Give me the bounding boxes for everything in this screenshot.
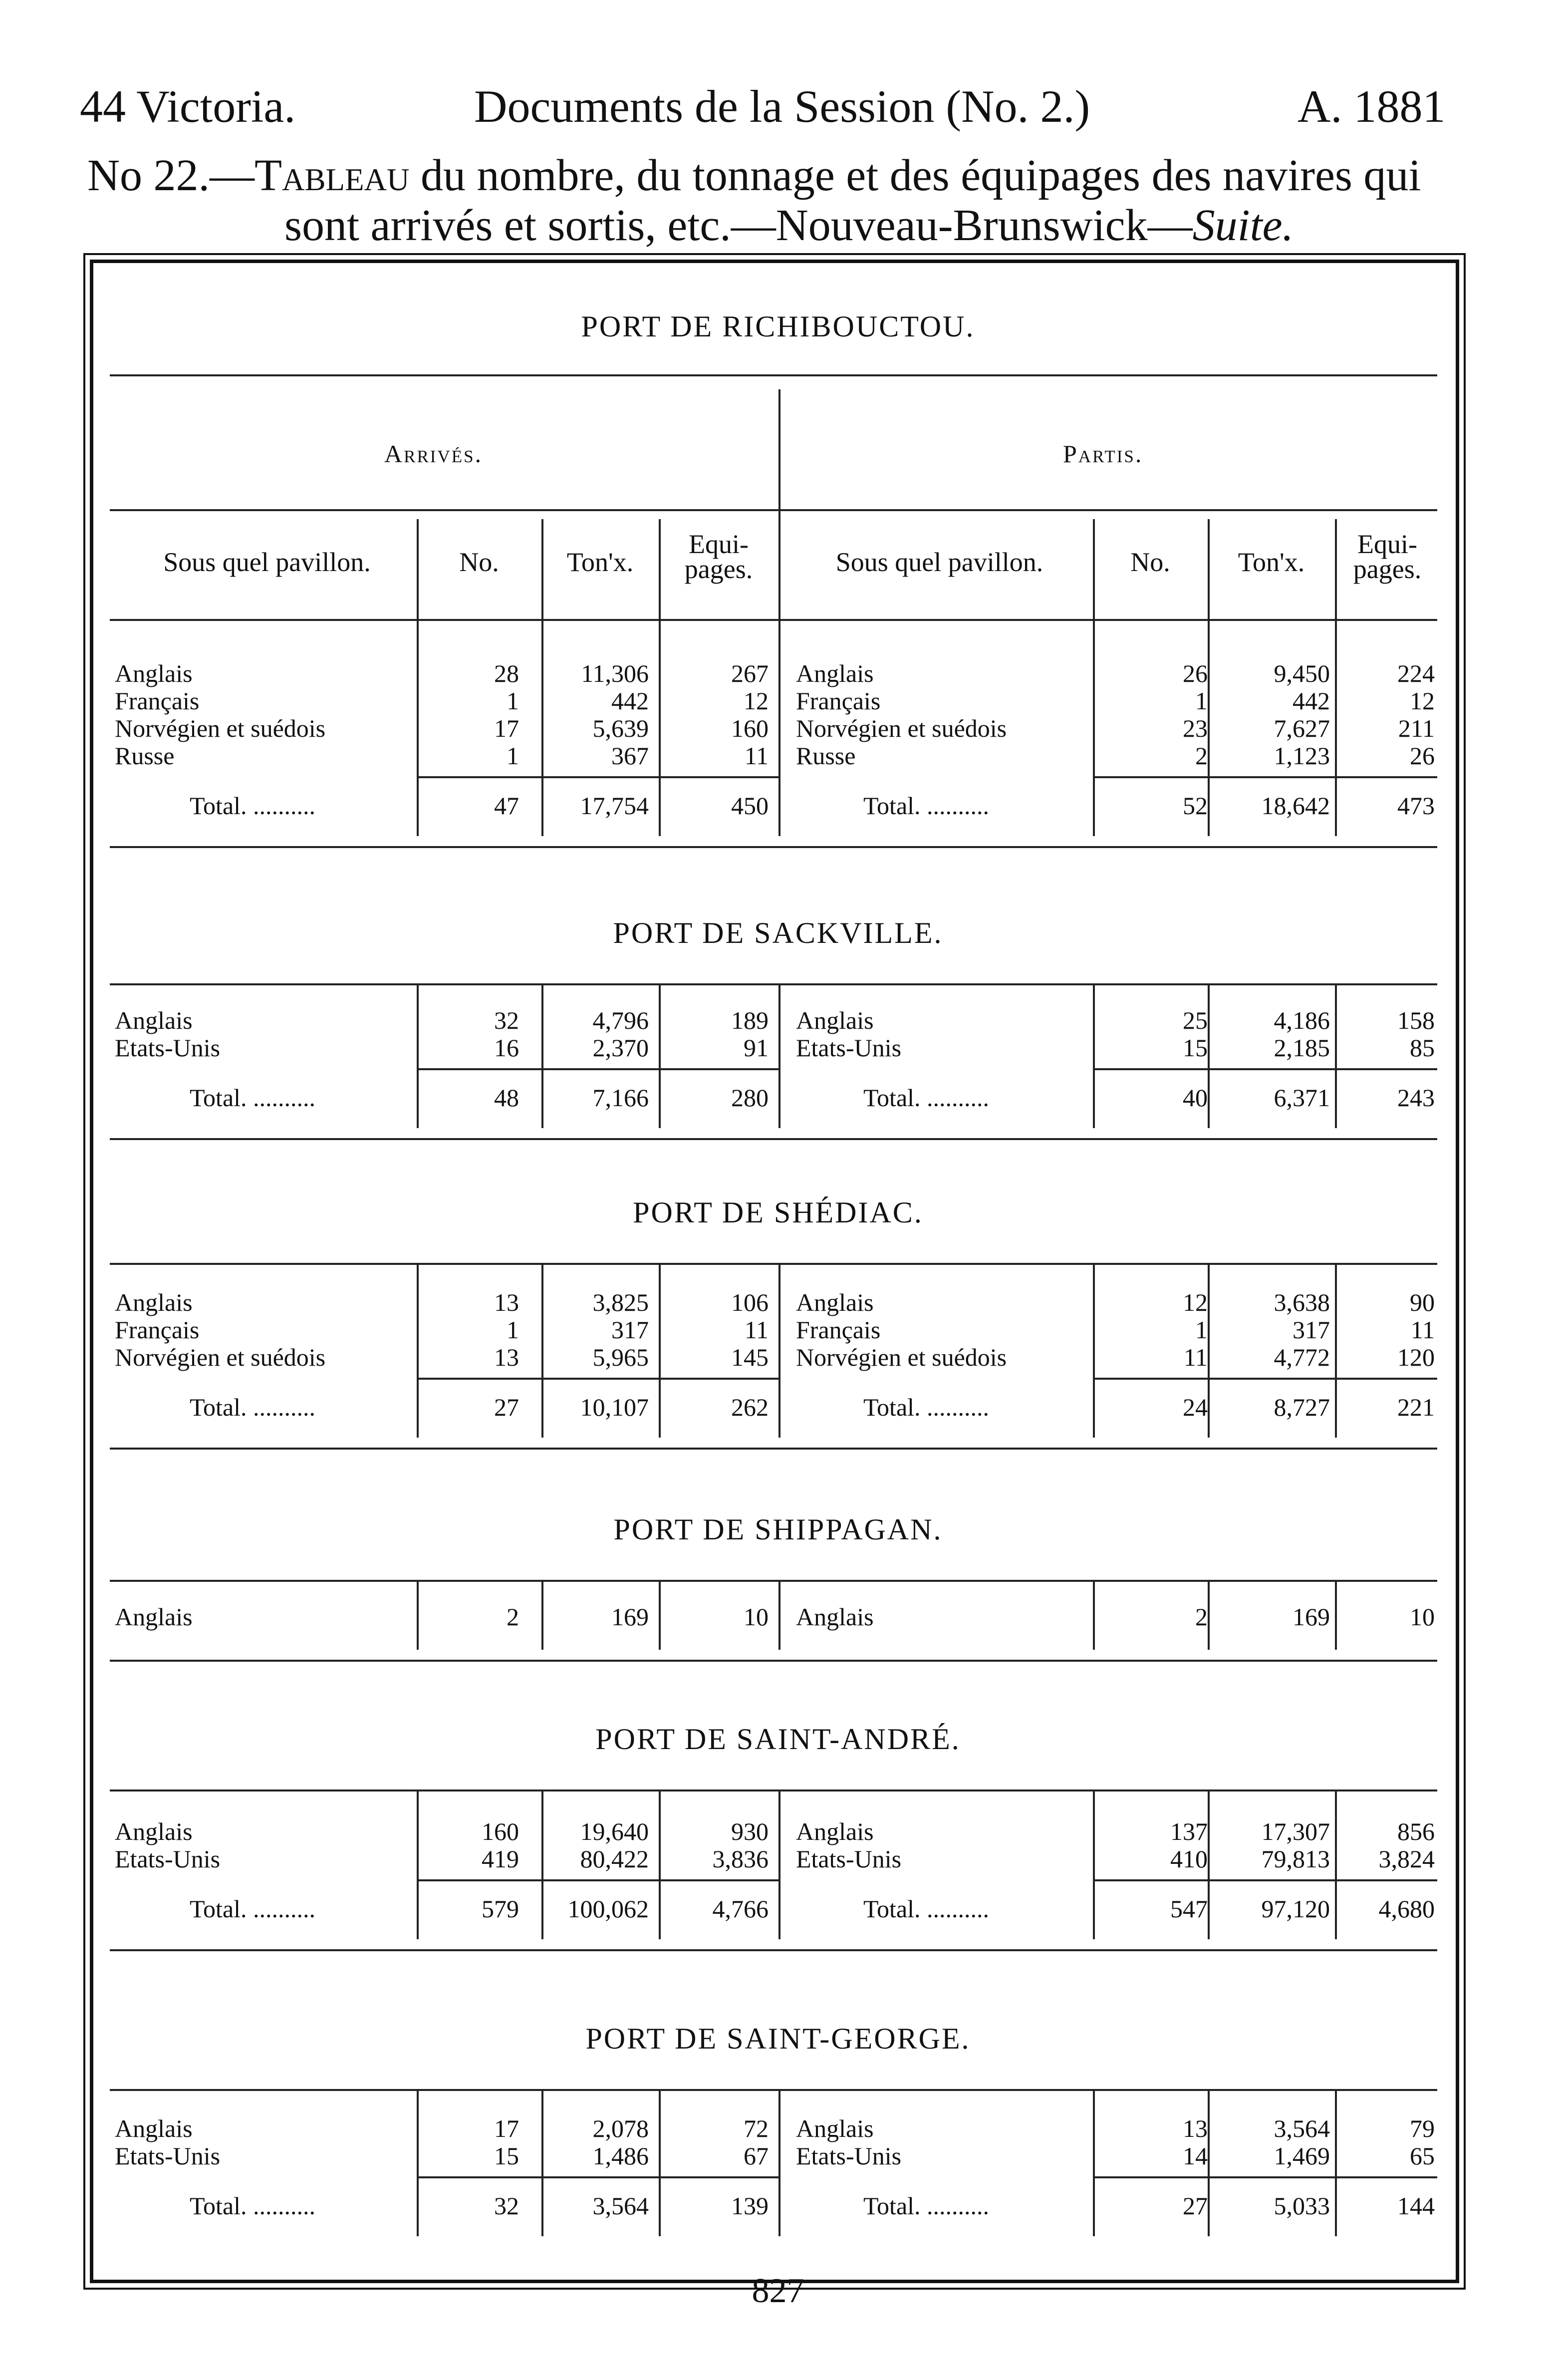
page-number: 827	[752, 2272, 804, 2310]
column-rule	[778, 1789, 780, 1939]
column-rule	[541, 1263, 543, 1438]
port-title: PORT DE SAINT-GEORGE.	[585, 2022, 971, 2055]
departures-flag: Français	[796, 1316, 881, 1344]
arrivals-count: 15	[494, 2142, 519, 2170]
departures-count: 25	[1183, 1006, 1208, 1034]
departures-tonnage: 3,564	[1274, 2114, 1330, 2142]
arrivals-total-count: 47	[494, 792, 519, 820]
column-rule	[417, 1789, 419, 1939]
column-rule	[1208, 983, 1210, 1128]
departures-crew: 211	[1398, 714, 1435, 742]
departures-total-label: Total. ..........	[863, 1393, 990, 1421]
departures-flag: Anglais	[796, 1288, 874, 1316]
arrivals-total-count: 579	[482, 1895, 519, 1923]
column-rule	[1335, 1789, 1337, 1939]
subtotal-rule	[417, 2176, 778, 2178]
arrivals-total-tonnage: 7,166	[592, 1084, 649, 1112]
arrivals-tonnage: 317	[611, 1316, 649, 1344]
subtotal-rule	[417, 1068, 778, 1070]
arrivals-total-tonnage: 17,754	[580, 792, 649, 820]
arrivals-flag: Etats-Unis	[115, 1034, 221, 1062]
departures-count: 2	[1195, 742, 1208, 770]
arrivals-total-count: 48	[494, 1084, 519, 1112]
arrivals-count: 13	[494, 1288, 519, 1316]
column-rule	[417, 1580, 419, 1650]
table-title-line2: sont arrivés et sortis, etc.—Nouveau-Brunswick—Suite.	[284, 201, 1294, 250]
port-title: PORT DE SHÉDIAC.	[633, 1196, 923, 1229]
arrivals-flag: Anglais	[115, 1817, 193, 1845]
departures-total-crew: 221	[1397, 1393, 1435, 1421]
arrivals-total-label: Total. ..........	[190, 1895, 316, 1923]
departures-flag: Français	[796, 687, 881, 715]
arrivals-total-count: 27	[494, 1393, 519, 1421]
arrivals-flag: Anglais	[115, 659, 193, 687]
subtotal-rule	[1093, 1378, 1437, 1380]
departures-count: 137	[1170, 1817, 1208, 1845]
column-rule	[659, 619, 661, 836]
departures-tonnage: 317	[1293, 1316, 1330, 1344]
departures-total-crew: 4,680	[1378, 1895, 1435, 1923]
departures-crew: 120	[1397, 1343, 1435, 1371]
arrivals-count: 1	[507, 742, 519, 770]
departures-crew: 12	[1410, 687, 1435, 715]
subtotal-rule	[417, 1879, 778, 1881]
column-rule	[659, 519, 661, 619]
subtotal-rule	[1093, 776, 1437, 778]
departures-crew: 10	[1410, 1603, 1435, 1631]
arrivals-crew: 3,836	[712, 1845, 769, 1873]
arrivals-crew: 11	[744, 1316, 769, 1344]
column-rule	[1093, 619, 1095, 836]
arrivals-heading: Arrivés.	[384, 440, 483, 468]
column-rule	[541, 983, 543, 1128]
arrivals-tonnage: 11,306	[581, 659, 649, 687]
departures-tonnage: 442	[1293, 687, 1330, 715]
arrivals-flag: Norvégien et suédois	[115, 714, 326, 742]
arrivals-crew: 72	[744, 2114, 769, 2142]
departures-tonnage: 4,772	[1274, 1343, 1330, 1371]
departures-total-crew: 144	[1397, 2192, 1435, 2220]
arrivals-flag: Etats-Unis	[115, 2142, 221, 2170]
column-rule	[1208, 619, 1210, 836]
departures-total-count: 40	[1183, 1084, 1208, 1112]
column-rule	[778, 2089, 780, 2236]
departures-total-crew: 243	[1397, 1084, 1435, 1112]
arrivals-crew: 10	[744, 1603, 769, 1631]
departures-count: 1	[1195, 1316, 1208, 1344]
table-title-line1: No 22.—Tableau du nombre, du tonnage et des équipages des navires qui	[87, 151, 1421, 200]
arrivals-total-label: Total. ..........	[190, 1393, 316, 1421]
column-rule	[1093, 1580, 1095, 1650]
column-rule	[778, 983, 780, 1128]
arrivals-total-tonnage: 10,107	[580, 1393, 649, 1421]
col-crew-departures: Equi- pages.	[1353, 529, 1422, 584]
column-rule	[1093, 1789, 1095, 1939]
header-volume: 44 Victoria.	[80, 81, 296, 132]
arrivals-tonnage: 80,422	[580, 1845, 649, 1873]
departures-crew: 3,824	[1378, 1845, 1435, 1873]
arrivals-crew: 106	[731, 1288, 769, 1316]
departures-tonnage: 1,123	[1274, 742, 1330, 770]
column-rule	[778, 619, 780, 836]
arrivals-flag: Français	[115, 1316, 200, 1344]
departures-heading: Partis.	[1063, 440, 1143, 468]
section-rule	[110, 1448, 1437, 1450]
rule-line	[110, 1789, 1437, 1791]
rule-line	[778, 509, 1437, 511]
departures-count: 23	[1183, 714, 1208, 742]
arrivals-tonnage: 442	[611, 687, 649, 715]
column-rule	[1335, 1580, 1337, 1650]
subtotal-rule	[1093, 1879, 1437, 1881]
col-tonnage-arrivals: Ton'x.	[566, 547, 634, 577]
column-rule	[1208, 1263, 1210, 1438]
departures-count: 1	[1195, 687, 1208, 715]
column-rule	[1335, 1263, 1337, 1438]
departures-tonnage: 7,627	[1274, 714, 1330, 742]
departures-total-label: Total. ..........	[863, 792, 990, 820]
departures-flag: Anglais	[796, 2114, 874, 2142]
departures-total-tonnage: 6,371	[1274, 1084, 1330, 1112]
departures-total-count: 52	[1183, 792, 1208, 820]
section-rule	[110, 1660, 1437, 1662]
arrivals-tonnage: 19,640	[580, 1817, 649, 1845]
departures-total-crew: 473	[1397, 792, 1435, 820]
arrivals-tonnage: 5,965	[592, 1343, 649, 1371]
departures-crew: 85	[1410, 1034, 1435, 1062]
rule-line	[110, 509, 778, 511]
arrivals-tonnage: 2,078	[592, 2114, 649, 2142]
departures-total-tonnage: 8,727	[1274, 1393, 1330, 1421]
arrivals-count: 2	[507, 1603, 519, 1631]
arrivals-flag: Anglais	[115, 1006, 193, 1034]
col-no-departures: No.	[1130, 547, 1170, 577]
arrivals-total-tonnage: 100,062	[567, 1895, 649, 1923]
departures-count: 410	[1170, 1845, 1208, 1873]
section-rule	[110, 1138, 1437, 1140]
column-rule	[1335, 2089, 1337, 2236]
column-rule	[1335, 983, 1337, 1128]
departures-total-label: Total. ..........	[863, 2192, 990, 2220]
arrivals-tonnage: 367	[611, 742, 649, 770]
column-rule	[1093, 519, 1095, 619]
departures-count: 14	[1183, 2142, 1208, 2170]
arrivals-flag: Etats-Unis	[115, 1845, 221, 1873]
column-rule	[541, 1789, 543, 1939]
departures-tonnage: 169	[1293, 1603, 1330, 1631]
departures-crew: 26	[1410, 742, 1435, 770]
arrivals-flag: Français	[115, 687, 200, 715]
arrivals-total-crew: 139	[731, 2192, 769, 2220]
rule-line	[110, 619, 1437, 621]
departures-total-tonnage: 18,642	[1261, 792, 1330, 820]
header-session: Documents de la Session (No. 2.)	[474, 81, 1090, 132]
arrivals-flag: Norvégien et suédois	[115, 1343, 326, 1371]
column-rule	[1208, 519, 1210, 619]
column-rule	[1093, 1263, 1095, 1438]
arrivals-crew: 67	[744, 2142, 769, 2170]
column-rule	[541, 2089, 543, 2236]
subtotal-rule	[1093, 2176, 1437, 2178]
departures-count: 15	[1183, 1034, 1208, 1062]
departures-flag: Norvégien et suédois	[796, 714, 1007, 742]
arrivals-tonnage: 4,796	[592, 1006, 649, 1034]
col-no-arrivals: No.	[459, 547, 499, 577]
departures-crew: 158	[1397, 1006, 1435, 1034]
col-tonnage-departures: Ton'x.	[1238, 547, 1305, 577]
subtotal-rule	[417, 1378, 778, 1380]
arrivals-count: 17	[494, 714, 519, 742]
subtotal-rule	[417, 776, 778, 778]
departures-crew: 79	[1410, 2114, 1435, 2142]
column-rule	[541, 519, 543, 619]
section-rule	[110, 846, 1437, 848]
arrivals-crew: 267	[731, 659, 769, 687]
departures-count: 12	[1183, 1288, 1208, 1316]
arrivals-flag: Anglais	[115, 1288, 193, 1316]
arrivals-total-crew: 4,766	[712, 1895, 769, 1923]
departures-total-count: 547	[1170, 1895, 1208, 1923]
column-rule	[541, 619, 543, 836]
arrivals-count: 1	[507, 1316, 519, 1344]
arrivals-count: 419	[482, 1845, 519, 1873]
departures-tonnage: 2,185	[1274, 1034, 1330, 1062]
departures-crew: 224	[1397, 659, 1435, 687]
departures-flag: Russe	[796, 742, 856, 770]
arrivals-tonnage: 1,486	[592, 2142, 649, 2170]
column-rule	[1208, 1789, 1210, 1939]
arrivals-total-label: Total. ..........	[190, 792, 316, 820]
subtotal-rule	[1093, 1068, 1437, 1070]
departures-total-tonnage: 97,120	[1261, 1895, 1330, 1923]
column-rule	[417, 619, 419, 836]
departures-tonnage: 1,469	[1274, 2142, 1330, 2170]
column-rule	[1208, 2089, 1210, 2236]
arrivals-tonnage: 3,825	[592, 1288, 649, 1316]
column-rule	[1093, 983, 1095, 1128]
column-rule	[778, 1580, 780, 1650]
port-title: PORT DE SHIPPAGAN.	[613, 1513, 943, 1546]
column-rule	[541, 1580, 543, 1650]
arrivals-flag: Russe	[115, 742, 175, 770]
departures-crew: 65	[1410, 2142, 1435, 2170]
header-year: A. 1881	[1297, 81, 1446, 132]
rule-line	[110, 983, 1437, 985]
departures-total-label: Total. ..........	[863, 1895, 990, 1923]
departures-count: 26	[1183, 659, 1208, 687]
arrivals-count: 13	[494, 1343, 519, 1371]
departures-tonnage: 3,638	[1274, 1288, 1330, 1316]
section-rule	[110, 1949, 1437, 1951]
arrivals-count: 28	[494, 659, 519, 687]
arrivals-total-tonnage: 3,564	[592, 2192, 649, 2220]
column-rule	[1093, 2089, 1095, 2236]
arrivals-crew: 160	[731, 714, 769, 742]
column-rule	[659, 983, 661, 1128]
arrivals-tonnage: 169	[611, 1603, 649, 1631]
departures-flag: Etats-Unis	[796, 1845, 902, 1873]
arrivals-crew: 12	[744, 687, 769, 715]
arrivals-count: 160	[482, 1817, 519, 1845]
arrivals-total-count: 32	[494, 2192, 519, 2220]
departures-tonnage: 9,450	[1274, 659, 1330, 687]
port-title: PORT DE RICHIBOUCTOU.	[581, 310, 975, 343]
rule-line	[110, 1263, 1437, 1265]
column-rule	[659, 1789, 661, 1939]
arrivals-total-crew: 262	[731, 1393, 769, 1421]
departures-total-count: 24	[1183, 1393, 1208, 1421]
departures-crew: 856	[1397, 1817, 1435, 1845]
departures-tonnage: 17,307	[1261, 1817, 1330, 1845]
arrivals-total-crew: 450	[731, 792, 769, 820]
column-rule	[778, 1263, 780, 1438]
arrivals-flag: Anglais	[115, 1603, 193, 1631]
arrivals-tonnage: 2,370	[592, 1034, 649, 1062]
arrivals-crew: 91	[744, 1034, 769, 1062]
column-rule	[1335, 619, 1337, 836]
departures-count: 13	[1183, 2114, 1208, 2142]
departures-flag: Etats-Unis	[796, 1034, 902, 1062]
column-rule	[778, 389, 780, 619]
rule-line	[110, 2089, 1437, 2091]
column-rule	[1208, 1580, 1210, 1650]
column-rule	[417, 2089, 419, 2236]
arrivals-total-label: Total. ..........	[190, 1084, 316, 1112]
departures-flag: Anglais	[796, 1817, 874, 1845]
departures-total-tonnage: 5,033	[1274, 2192, 1330, 2220]
departures-total-label: Total. ..........	[863, 1084, 990, 1112]
port-title: PORT DE SACKVILLE.	[613, 916, 943, 949]
departures-tonnage: 79,813	[1261, 1845, 1330, 1873]
arrivals-crew: 145	[731, 1343, 769, 1371]
departures-crew: 90	[1410, 1288, 1435, 1316]
column-rule	[1335, 519, 1337, 619]
col-flag-departures: Sous quel pavillon.	[835, 547, 1043, 577]
arrivals-flag: Anglais	[115, 2114, 193, 2142]
departures-flag: Norvégien et suédois	[796, 1343, 1007, 1371]
arrivals-count: 17	[494, 2114, 519, 2142]
arrivals-tonnage: 5,639	[592, 714, 649, 742]
column-rule	[659, 1263, 661, 1438]
arrivals-crew: 11	[744, 742, 769, 770]
arrivals-total-crew: 280	[731, 1084, 769, 1112]
departures-flag: Etats-Unis	[796, 2142, 902, 2170]
departures-flag: Anglais	[796, 659, 874, 687]
column-rule	[659, 2089, 661, 2236]
departures-crew: 11	[1410, 1316, 1435, 1344]
departures-flag: Anglais	[796, 1603, 874, 1631]
column-rule	[659, 1580, 661, 1650]
arrivals-count: 1	[507, 687, 519, 715]
column-rule	[417, 519, 419, 619]
departures-flag: Anglais	[796, 1006, 874, 1034]
rule-line	[110, 1580, 1437, 1582]
column-rule	[417, 1263, 419, 1438]
departures-total-count: 27	[1183, 2192, 1208, 2220]
arrivals-count: 16	[494, 1034, 519, 1062]
arrivals-crew: 189	[731, 1006, 769, 1034]
departures-tonnage: 4,186	[1274, 1006, 1330, 1034]
arrivals-total-label: Total. ..........	[190, 2192, 316, 2220]
departures-count: 11	[1183, 1343, 1208, 1371]
rule-line	[110, 374, 1437, 376]
arrivals-count: 32	[494, 1006, 519, 1034]
arrivals-crew: 930	[731, 1817, 769, 1845]
departures-count: 2	[1195, 1603, 1208, 1631]
port-title: PORT DE SAINT-ANDRÉ.	[595, 1723, 961, 1756]
col-flag-arrivals: Sous quel pavillon.	[163, 547, 371, 577]
col-crew-arrivals: Equi- pages.	[684, 529, 753, 584]
column-rule	[417, 983, 419, 1128]
